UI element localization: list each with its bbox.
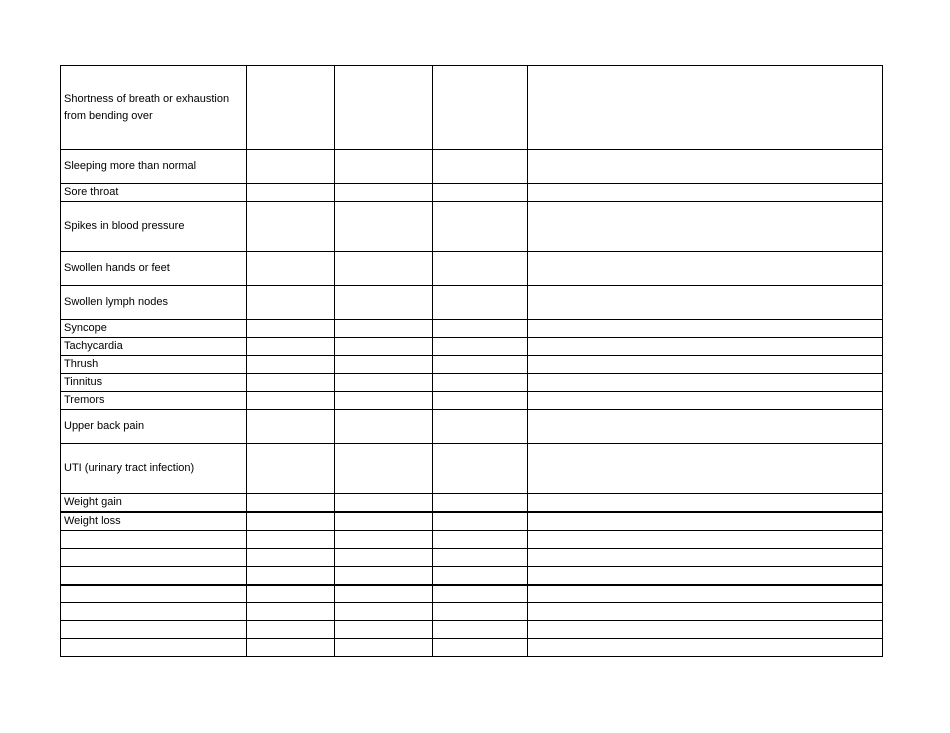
notes-cell xyxy=(528,444,883,494)
table-row xyxy=(61,150,883,184)
table-cell xyxy=(335,338,433,356)
table-row xyxy=(61,621,883,639)
table-cell xyxy=(247,184,335,202)
table-cell xyxy=(433,567,528,585)
table-cell xyxy=(247,585,335,603)
table-cell xyxy=(335,494,433,513)
table-cell xyxy=(335,392,433,410)
table-row xyxy=(61,549,883,567)
table-row xyxy=(61,410,883,444)
notes-cell xyxy=(528,320,883,338)
notes-cell xyxy=(528,410,883,444)
table-cell xyxy=(335,531,433,549)
table-cell xyxy=(433,494,528,513)
symptom-label xyxy=(61,621,247,639)
symptom-label: Sleeping more than normal xyxy=(61,150,247,184)
table-row xyxy=(61,66,883,150)
table-row xyxy=(61,531,883,549)
symptom-label xyxy=(61,603,247,621)
notes-cell xyxy=(528,585,883,603)
table-row xyxy=(61,374,883,392)
symptom-label xyxy=(61,567,247,585)
notes-cell xyxy=(528,639,883,657)
table-cell xyxy=(335,512,433,531)
table-cell xyxy=(335,603,433,621)
table-cell xyxy=(335,549,433,567)
notes-cell xyxy=(528,252,883,286)
table-cell xyxy=(433,621,528,639)
notes-cell xyxy=(528,392,883,410)
table-cell xyxy=(247,410,335,444)
symptom-label: UTI (urinary tract infection) xyxy=(61,444,247,494)
table-cell xyxy=(247,66,335,150)
table-cell xyxy=(335,150,433,184)
symptom-label: Upper back pain xyxy=(61,410,247,444)
table-cell xyxy=(433,585,528,603)
table-cell xyxy=(335,410,433,444)
notes-cell xyxy=(528,567,883,585)
symptom-label: Tachycardia xyxy=(61,338,247,356)
table-cell xyxy=(247,603,335,621)
notes-cell xyxy=(528,202,883,252)
notes-cell xyxy=(528,494,883,513)
table-cell xyxy=(247,621,335,639)
symptom-label xyxy=(61,531,247,549)
table-cell xyxy=(335,444,433,494)
symptom-label: Swollen hands or feet xyxy=(61,252,247,286)
symptom-label: Syncope xyxy=(61,320,247,338)
table-cell xyxy=(433,150,528,184)
table-cell xyxy=(335,202,433,252)
table-row xyxy=(61,512,883,531)
symptom-label xyxy=(61,549,247,567)
symptom-label: Swollen lymph nodes xyxy=(61,286,247,320)
table-cell xyxy=(433,444,528,494)
table-cell xyxy=(247,356,335,374)
table-cell xyxy=(247,444,335,494)
symptom-label: Shortness of breath or exhaustion from bending over xyxy=(61,66,247,150)
symptom-label xyxy=(61,639,247,657)
notes-cell xyxy=(528,338,883,356)
table-cell xyxy=(335,567,433,585)
table-row xyxy=(61,444,883,494)
table-cell xyxy=(433,603,528,621)
table-cell xyxy=(433,252,528,286)
table-cell xyxy=(335,286,433,320)
table-row xyxy=(61,585,883,603)
notes-cell xyxy=(528,356,883,374)
table-cell xyxy=(433,338,528,356)
table-cell xyxy=(335,639,433,657)
table-cell xyxy=(247,549,335,567)
table-cell xyxy=(335,585,433,603)
table-cell xyxy=(433,531,528,549)
notes-cell xyxy=(528,603,883,621)
notes-cell xyxy=(528,512,883,531)
table-row xyxy=(61,567,883,585)
table-cell xyxy=(247,531,335,549)
table-row xyxy=(61,286,883,320)
symptom-label: Sore throat xyxy=(61,184,247,202)
notes-cell xyxy=(528,150,883,184)
table-cell xyxy=(247,567,335,585)
symptom-label: Thrush xyxy=(61,356,247,374)
table-cell xyxy=(247,320,335,338)
table-row xyxy=(61,494,883,513)
table-cell xyxy=(433,512,528,531)
table-row xyxy=(61,392,883,410)
symptom-label: Tremors xyxy=(61,392,247,410)
table-row xyxy=(61,320,883,338)
symptom-label xyxy=(61,585,247,603)
table-cell xyxy=(433,202,528,252)
table-cell xyxy=(433,639,528,657)
table-cell xyxy=(247,150,335,184)
notes-cell xyxy=(528,184,883,202)
table-row xyxy=(61,338,883,356)
symptom-label: Weight loss xyxy=(61,512,247,531)
table-row xyxy=(61,603,883,621)
table-cell xyxy=(247,494,335,513)
table-cell xyxy=(247,338,335,356)
symptom-label: Tinnitus xyxy=(61,374,247,392)
table-cell xyxy=(247,512,335,531)
table-cell xyxy=(335,621,433,639)
table-cell xyxy=(247,202,335,252)
notes-cell xyxy=(528,621,883,639)
table-cell xyxy=(335,184,433,202)
table-cell xyxy=(433,549,528,567)
symptom-label: Weight gain xyxy=(61,494,247,513)
table-cell xyxy=(335,66,433,150)
table-cell xyxy=(433,356,528,374)
table-cell xyxy=(433,392,528,410)
table-cell xyxy=(433,286,528,320)
table-cell xyxy=(433,320,528,338)
table-cell xyxy=(433,66,528,150)
table-cell xyxy=(433,374,528,392)
table-cell xyxy=(335,374,433,392)
table-row xyxy=(61,639,883,657)
table-cell xyxy=(247,286,335,320)
table-row xyxy=(61,202,883,252)
symptom-label: Spikes in blood pressure xyxy=(61,202,247,252)
notes-cell xyxy=(528,549,883,567)
table-cell xyxy=(335,320,433,338)
table-cell xyxy=(433,410,528,444)
table-cell xyxy=(247,639,335,657)
table-row xyxy=(61,356,883,374)
notes-cell xyxy=(528,531,883,549)
table-cell xyxy=(433,184,528,202)
table-cell xyxy=(335,356,433,374)
symptom-tracking-table xyxy=(60,65,883,657)
table-row xyxy=(61,252,883,286)
notes-cell xyxy=(528,286,883,320)
table-row xyxy=(61,184,883,202)
table-cell xyxy=(247,374,335,392)
table-cell xyxy=(247,252,335,286)
notes-cell xyxy=(528,66,883,150)
table-cell xyxy=(335,252,433,286)
notes-cell xyxy=(528,374,883,392)
table-cell xyxy=(247,392,335,410)
